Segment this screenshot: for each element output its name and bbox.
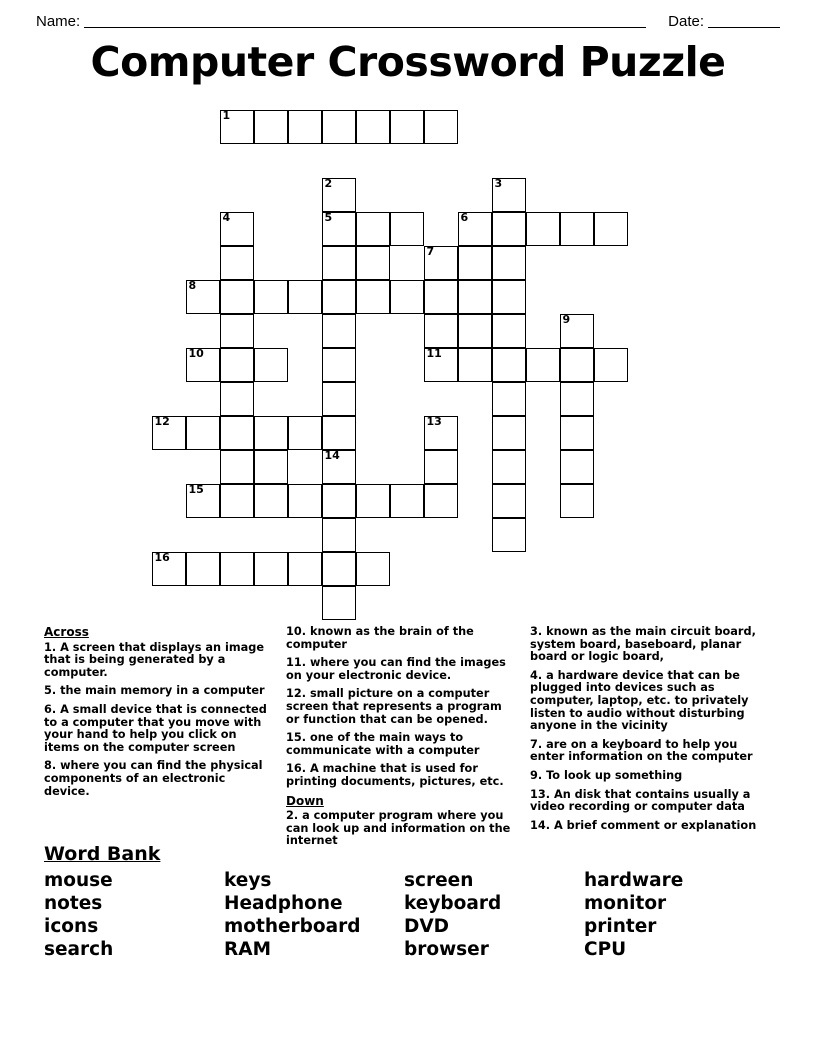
crossword-cell[interactable] [322,110,356,144]
crossword-cell[interactable] [220,348,254,382]
clue-across-11: 11. where you can find the images on your electronic device. [286,656,506,682]
crossword-cell[interactable] [492,246,526,280]
crossword-cell[interactable] [492,348,526,382]
crossword-cell[interactable] [526,348,560,382]
cell-number: 13 [426,415,442,428]
crossword-cell-numbered-10[interactable] [186,348,220,382]
clue-down-3: 3. known as the main circuit board, system board, baseboard, planar board or logic board, [530,625,756,664]
crossword-cell-numbered-8[interactable] [186,280,220,314]
crossword-cell[interactable] [424,450,458,484]
crossword-cell[interactable] [220,382,254,416]
crossword-cell[interactable] [186,416,220,450]
cell-number: 9 [562,313,571,326]
crossword-cell-numbered-13[interactable] [424,416,458,450]
cell-number: 15 [188,483,204,496]
crossword-cell[interactable] [356,552,390,586]
clue-across-5: 5. the main memory in a computer [44,684,265,698]
crossword-cell[interactable] [526,212,560,246]
crossword-cell[interactable] [254,110,288,144]
clue-down-2: 2. a computer program where you can look up and information on the internet [286,809,511,848]
clue-across-15: 15. one of the main ways to communicate with a computer [286,731,480,757]
cell-number: 7 [426,245,435,258]
crossword-cell-numbered-9[interactable] [560,314,594,348]
cell-number: 1 [222,109,231,122]
crossword-cell[interactable] [322,416,356,450]
crossword-cell[interactable] [254,416,288,450]
crossword-cell[interactable] [220,280,254,314]
word-bank-word: printer [584,916,657,937]
crossword-cell[interactable] [254,484,288,518]
word-bank-word: search [44,939,114,960]
cell-number: 6 [460,211,469,224]
date-label: Date: [668,13,704,30]
crossword-cell[interactable] [254,450,288,484]
word-bank-word: hardware [584,870,684,891]
crossword-cell[interactable] [186,552,220,586]
word-bank-word: mouse [44,870,113,891]
crossword-cell[interactable] [492,416,526,450]
clue-down-7: 7. are on a keyboard to help you enter information on the computer [530,737,753,764]
crossword-cell[interactable] [492,450,526,484]
word-bank-word: keyboard [404,893,502,914]
word-bank-section [44,843,784,961]
cell-number: 11 [426,347,442,360]
crossword-cell[interactable] [492,484,526,518]
clues-section [44,625,784,848]
crossword-cell[interactable] [594,212,628,246]
crossword-cell[interactable] [220,246,254,280]
crossword-cell[interactable] [288,280,322,314]
crossword-cell-numbered-4[interactable] [220,212,254,246]
crossword-cell[interactable] [356,212,390,246]
crossword-cell[interactable] [390,212,424,246]
crossword-cell[interactable] [322,280,356,314]
cell-number: 12 [154,415,170,428]
crossword-cell[interactable] [424,280,458,314]
crossword-cell[interactable] [220,484,254,518]
name-label: Name: [36,13,81,30]
cell-number: 14 [324,449,340,462]
clue-down-9: 9. To look up something [530,768,683,782]
cell-number: 3 [494,177,503,190]
crossword-cell[interactable] [322,246,356,280]
crossword-cell-numbered-6[interactable] [458,212,492,246]
word-bank-title: Word Bank [44,843,161,865]
crossword-cell[interactable] [492,382,526,416]
crossword-cell[interactable] [390,280,424,314]
word-bank-word: screen [404,870,474,891]
crossword-cell[interactable] [322,586,356,620]
crossword-cell-numbered-16[interactable] [152,552,186,586]
clues-column-2 [286,626,518,854]
crossword-cell[interactable] [288,484,322,518]
page-title: Computer Crossword Puzzle [90,38,726,86]
crossword-cell[interactable] [254,280,288,314]
crossword-cell[interactable] [560,484,594,518]
word-bank-word: notes [44,893,103,914]
crossword-cell[interactable] [322,314,356,348]
crossword-cell-numbered-1[interactable] [220,110,254,144]
word-bank-word: RAM [224,939,271,960]
crossword-cell[interactable] [492,314,526,348]
word-bank-word: DVD [404,916,450,937]
crossword-cell[interactable] [322,382,356,416]
cell-number: 10 [188,347,204,360]
crossword-cell[interactable] [458,314,492,348]
crossword-cell-numbered-12[interactable] [152,416,186,450]
cell-number: 4 [222,211,231,224]
cell-number: 8 [188,279,197,292]
word-bank-word: Headphone [224,893,343,914]
crossword-cell[interactable] [560,382,594,416]
crossword-cell-numbered-7[interactable] [424,246,458,280]
crossword-cell-numbered-5[interactable] [322,212,356,246]
crossword-cell[interactable] [288,416,322,450]
crossword-cell[interactable] [322,348,356,382]
crossword-cell[interactable] [220,450,254,484]
clues-column-3 [530,626,760,838]
crossword-cell[interactable] [356,280,390,314]
crossword-cell[interactable] [254,552,288,586]
crossword-cell[interactable] [560,212,594,246]
word-bank-word: browser [404,939,489,960]
word-bank-word: CPU [584,939,627,960]
crossword-cell[interactable] [492,212,526,246]
crossword-cell[interactable] [322,552,356,586]
clue-across-16: 16. A machine that is used for printing documents, pictures, etc. [286,762,504,788]
word-bank-word: monitor [584,893,667,914]
crossword-cell[interactable] [254,348,288,382]
crossword-cell-numbered-3[interactable] [492,178,526,212]
crossword-cell[interactable] [390,484,424,518]
word-bank-word: icons [44,916,99,937]
crossword-cell[interactable] [322,484,356,518]
clue-across-1: 1. A screen that displays an image that is being generated by a computer. [44,640,265,679]
crossword-cell[interactable] [220,552,254,586]
crossword-cell[interactable] [560,450,594,484]
crossword-cell[interactable] [322,518,356,552]
crossword-cell-numbered-14[interactable] [322,450,356,484]
crossword-cell[interactable] [560,348,594,382]
crossword-cell[interactable] [288,110,322,144]
crossword-cell[interactable] [492,518,526,552]
crossword-cell[interactable] [424,110,458,144]
cell-number: 16 [154,551,170,564]
clue-across-10: 10. known as the brain of the computer [286,625,474,651]
crossword-cell[interactable] [458,348,492,382]
crossword-cell-numbered-2[interactable] [322,178,356,212]
crossword-cell[interactable] [424,314,458,348]
crossword-cell[interactable] [560,416,594,450]
word-bank-word: motherboard [224,916,361,937]
across-heading: Across [44,625,89,639]
crossword-cell[interactable] [288,552,322,586]
clue-down-13: 13. An disk that contains usually a video recording or computer data [530,787,751,814]
crossword-cell[interactable] [356,110,390,144]
crossword-cell[interactable] [356,246,390,280]
crossword-cell[interactable] [356,484,390,518]
word-bank-grid [44,869,784,961]
clues-column-1 [44,626,272,804]
crossword-cell[interactable] [492,280,526,314]
crossword-cell[interactable] [458,280,492,314]
clue-down-4: 4. a hardware device that can be plugged into devices such as computer, laptop, etc. to privately listen to audio without disturbing anyone in the vicinity [530,668,749,733]
crossword-cell[interactable] [390,110,424,144]
clue-across-6: 6. A small device that is connected to a computer that you move with your hand to help you click on items on the computer screen [44,702,267,754]
down-heading: Down [286,793,324,808]
crossword-cell[interactable] [458,246,492,280]
word-bank-word: keys [224,870,272,891]
crossword-cell[interactable] [220,416,254,450]
crossword-cell[interactable] [220,314,254,348]
cell-number: 2 [324,177,333,190]
cell-number: 5 [324,211,333,224]
crossword-cell-numbered-11[interactable] [424,348,458,382]
clue-down-14: 14. A brief comment or explanation [530,818,757,832]
crossword-cell[interactable] [594,348,628,382]
clue-across-8: 8. where you can find the physical components of an electronic device. [44,759,263,798]
crossword-cell-numbered-15[interactable] [186,484,220,518]
clue-across-12: 12. small picture on a computer screen that represents a program or function that can be opened. [286,687,502,726]
crossword-cell[interactable] [424,484,458,518]
